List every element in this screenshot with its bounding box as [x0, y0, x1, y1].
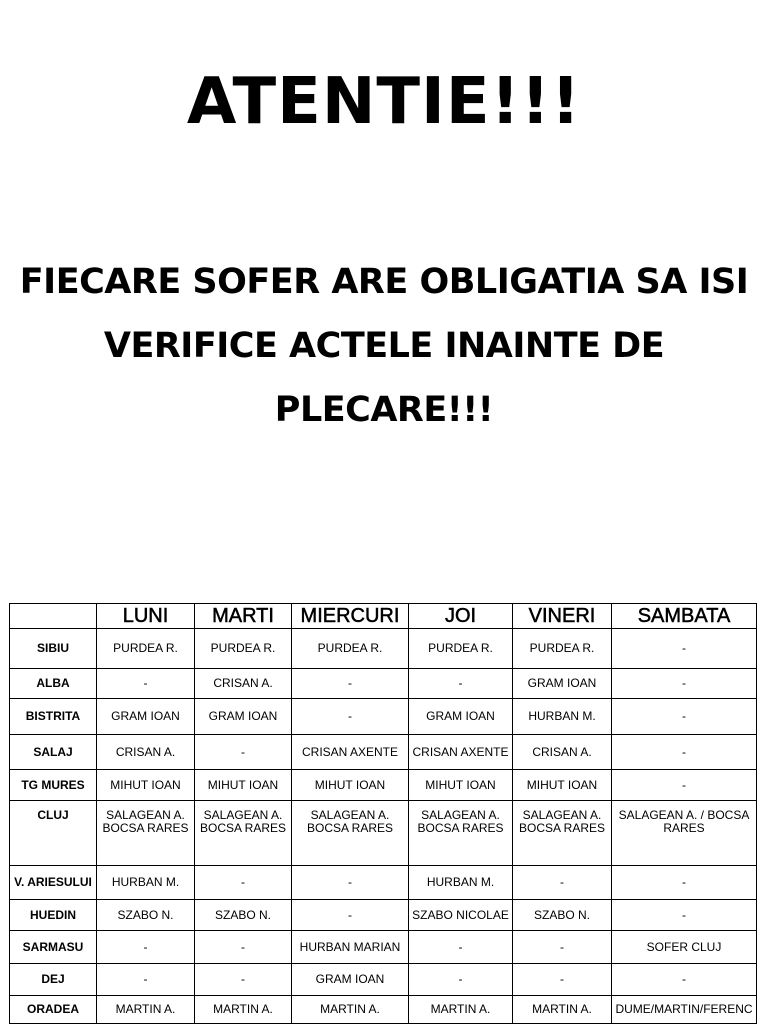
- table-cell: -: [513, 931, 612, 964]
- driver-schedule-table: [9, 603, 757, 1024]
- table-cell: GRAM IOAN: [292, 964, 409, 996]
- table-cell: MIHUT IOAN: [513, 770, 612, 801]
- table-cell: -: [612, 669, 757, 699]
- table-cell: -: [195, 931, 292, 964]
- table-cell: MIHUT IOAN: [97, 770, 195, 801]
- warning-line: PLECARE!!!: [274, 390, 494, 430]
- table-cell: SALAGEAN A. BOCSA RARES: [292, 801, 409, 866]
- table-cell: -: [409, 669, 513, 699]
- row-city: BISTRITA: [10, 699, 97, 735]
- table-cell: PURDEA R.: [513, 629, 612, 669]
- table-cell: CRISAN A.: [97, 735, 195, 770]
- table-cell: -: [612, 770, 757, 801]
- table-row: [10, 735, 757, 770]
- table-cell: CRISAN A.: [513, 735, 612, 770]
- table-cell: -: [513, 964, 612, 996]
- table-cell: MIHUT IOAN: [409, 770, 513, 801]
- table-cell: PURDEA R.: [292, 629, 409, 669]
- row-city: CLUJ: [10, 801, 97, 866]
- table-cell: MARTIN A.: [97, 996, 195, 1024]
- row-city: DEJ: [10, 964, 97, 996]
- column-header-day: VINERI: [513, 604, 612, 629]
- table-cell: PURDEA R.: [97, 629, 195, 669]
- table-cell: SZABO N.: [513, 900, 612, 931]
- table-cell: HURBAN M.: [409, 866, 513, 900]
- column-header-day: LUNI: [97, 604, 195, 629]
- row-city: ORADEA: [10, 996, 97, 1024]
- table-cell: GRAM IOAN: [97, 699, 195, 735]
- table-cell: SOFER CLUJ: [612, 931, 757, 964]
- table-cell: SALAGEAN A. BOCSA RARES: [195, 801, 292, 866]
- table-cell: -: [292, 669, 409, 699]
- table-cell: PURDEA R.: [195, 629, 292, 669]
- row-city: ALBA: [10, 669, 97, 699]
- table-cell: GRAM IOAN: [513, 669, 612, 699]
- table-row: [10, 669, 757, 699]
- table-cell: MIHUT IOAN: [195, 770, 292, 801]
- table-cell: -: [97, 669, 195, 699]
- row-city: TG MURES: [10, 770, 97, 801]
- table-cell: CRISAN AXENTE: [292, 735, 409, 770]
- table-cell: -: [292, 866, 409, 900]
- table-row: [10, 699, 757, 735]
- table-row: [10, 770, 757, 801]
- table-row: [10, 629, 757, 669]
- table-cell: HURBAN M.: [97, 866, 195, 900]
- table-cell: CRISAN A.: [195, 669, 292, 699]
- table-cell: MARTIN A.: [292, 996, 409, 1024]
- table-cell: -: [409, 964, 513, 996]
- table-cell: -: [97, 964, 195, 996]
- table-cell: -: [195, 964, 292, 996]
- row-city: V. ARIESULUI: [10, 866, 97, 900]
- table-header-row: [10, 604, 757, 629]
- table-cell: -: [195, 735, 292, 770]
- table-cell: MARTIN A.: [195, 996, 292, 1024]
- table-cell: -: [612, 964, 757, 996]
- table-row: [10, 866, 757, 900]
- table-cell: SZABO N.: [97, 900, 195, 931]
- table-cell: -: [195, 866, 292, 900]
- table-row: [10, 931, 757, 964]
- warning-line: VERIFICE ACTELE INAINTE DE: [103, 326, 665, 366]
- table-cell: MIHUT IOAN: [292, 770, 409, 801]
- page-title: ATENTIE!!!: [186, 65, 582, 139]
- table-cell: -: [97, 931, 195, 964]
- row-city: SALAJ: [10, 735, 97, 770]
- table-row: [10, 900, 757, 931]
- table-cell: MARTIN A.: [513, 996, 612, 1024]
- table-cell: SZABO NICOLAE: [409, 900, 513, 931]
- table-cell: SALAGEAN A. BOCSA RARES: [409, 801, 513, 866]
- column-header-day: SAMBATA: [612, 604, 757, 629]
- table-cell: -: [612, 900, 757, 931]
- row-city: SIBIU: [10, 629, 97, 669]
- column-header-day: MARTI: [195, 604, 292, 629]
- table-cell: MARTIN A.: [409, 996, 513, 1024]
- table-cell: -: [409, 931, 513, 964]
- table-row: [10, 964, 757, 996]
- table-row: [10, 801, 757, 866]
- table-cell: DUME/MARTIN/FERENC: [612, 996, 757, 1024]
- table-cell: -: [292, 699, 409, 735]
- column-header-day: MIERCURI: [292, 604, 409, 629]
- table-cell: HURBAN MARIAN: [292, 931, 409, 964]
- table-cell: SZABO N.: [195, 900, 292, 931]
- table-cell: -: [612, 866, 757, 900]
- table-cell: GRAM IOAN: [409, 699, 513, 735]
- table-cell: SALAGEAN A. BOCSA RARES: [513, 801, 612, 866]
- table-cell: GRAM IOAN: [195, 699, 292, 735]
- column-header-day: JOI: [409, 604, 513, 629]
- table-cell: PURDEA R.: [409, 629, 513, 669]
- corner-cell: [10, 604, 97, 629]
- table-cell: -: [612, 699, 757, 735]
- table-cell: -: [513, 866, 612, 900]
- table-cell: SALAGEAN A. / BOCSA RARES: [612, 801, 757, 866]
- warning-message: [0, 250, 768, 442]
- table-cell: -: [292, 900, 409, 931]
- row-city: HUEDIN: [10, 900, 97, 931]
- table-cell: CRISAN AXENTE: [409, 735, 513, 770]
- table-cell: HURBAN M.: [513, 699, 612, 735]
- warning-line: FIECARE SOFER ARE OBLIGATIA SA ISI: [19, 262, 749, 302]
- table-row: [10, 996, 757, 1024]
- table-cell: SALAGEAN A. BOCSA RARES: [97, 801, 195, 866]
- row-city: SARMASU: [10, 931, 97, 964]
- table-cell: -: [612, 735, 757, 770]
- table-cell: -: [612, 629, 757, 669]
